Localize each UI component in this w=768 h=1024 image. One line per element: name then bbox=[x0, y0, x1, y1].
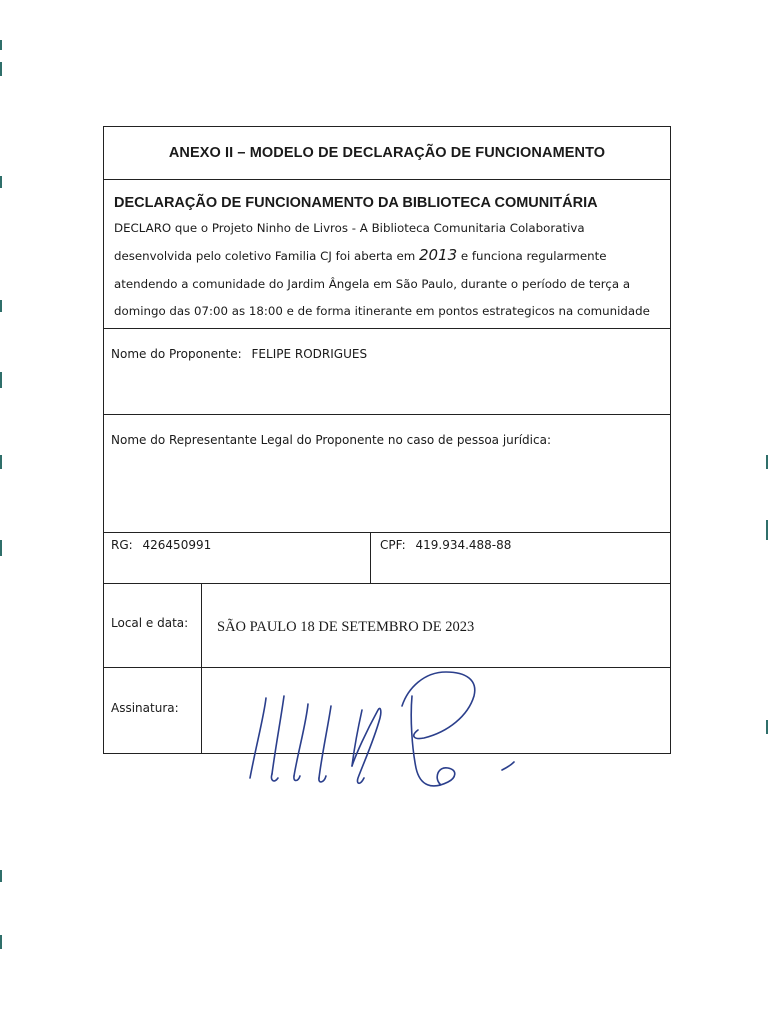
proponent-field bbox=[111, 347, 367, 361]
legal-representative-label: Nome do Representante Legal do Proponente no caso de pessoa jurídica: bbox=[111, 433, 551, 447]
declaration-text: DECLARO que o Projeto Ninho de Livros - A Biblioteca Comunitaria Colaborativa bbox=[114, 221, 585, 235]
scan-edge-mark bbox=[0, 372, 2, 388]
scan-edge-mark bbox=[0, 870, 2, 882]
scan-edge-mark bbox=[0, 935, 2, 949]
handwritten-signature bbox=[234, 666, 534, 796]
annex-title: ANEXO II – MODELO DE DECLARAÇÃO DE FUNCIONAMENTO bbox=[168, 145, 606, 161]
annex-title-row bbox=[104, 127, 670, 180]
declaration-form bbox=[103, 126, 671, 754]
local-date-value: SÃO PAULO 18 DE SETEMBRO DE 2023 bbox=[217, 619, 475, 635]
scan-edge-mark bbox=[0, 176, 2, 188]
scan-edge-mark bbox=[0, 40, 2, 50]
declaration-line-1 bbox=[114, 221, 585, 235]
cpf-field bbox=[380, 538, 511, 552]
scan-edge-mark bbox=[0, 540, 2, 556]
documents-row bbox=[104, 533, 670, 584]
declaration-text: desenvolvida pelo coletivo Familia CJ foi aberta em bbox=[114, 249, 419, 263]
declaration-line-3 bbox=[114, 277, 630, 291]
declaration-line-4 bbox=[114, 304, 650, 318]
declaration-text: e funciona regularmente bbox=[457, 249, 607, 263]
cpf-value: 419.934.488-88 bbox=[415, 538, 512, 552]
rg-label: RG: bbox=[111, 538, 133, 552]
cpf-label: CPF: bbox=[380, 538, 406, 552]
declaration-heading: DECLARAÇÃO DE FUNCIONAMENTO DA BIBLIOTECA COMUNITÁRIA bbox=[114, 195, 598, 211]
local-date-row bbox=[104, 584, 670, 668]
declaration-text: domingo das 07:00 as 18:00 e de forma itinerante em pontos estrategicos na comunidade bbox=[114, 304, 650, 318]
declaration-text: atendendo a comunidade do Jardim Ângela em São Paulo, durante o período de terça a bbox=[114, 277, 631, 291]
column-divider bbox=[370, 533, 371, 583]
proponent-value: FELIPE RODRIGUES bbox=[251, 347, 368, 361]
rg-value: 426450991 bbox=[142, 538, 212, 552]
column-divider bbox=[201, 668, 202, 753]
scan-edge-mark bbox=[0, 455, 2, 469]
local-date-label: Local e data: bbox=[111, 616, 189, 630]
rg-field bbox=[111, 538, 211, 552]
legal-representative-row bbox=[104, 415, 670, 533]
scan-edge-mark bbox=[0, 300, 2, 312]
signature-label: Assinatura: bbox=[111, 701, 179, 715]
proponent-row bbox=[104, 329, 670, 415]
declaration-row bbox=[104, 180, 670, 329]
scan-edge-mark bbox=[0, 62, 2, 76]
column-divider bbox=[201, 584, 202, 667]
declaration-line-2 bbox=[114, 246, 607, 264]
proponent-label: Nome do Proponente: bbox=[111, 347, 242, 361]
opening-year: 2013 bbox=[418, 246, 458, 264]
